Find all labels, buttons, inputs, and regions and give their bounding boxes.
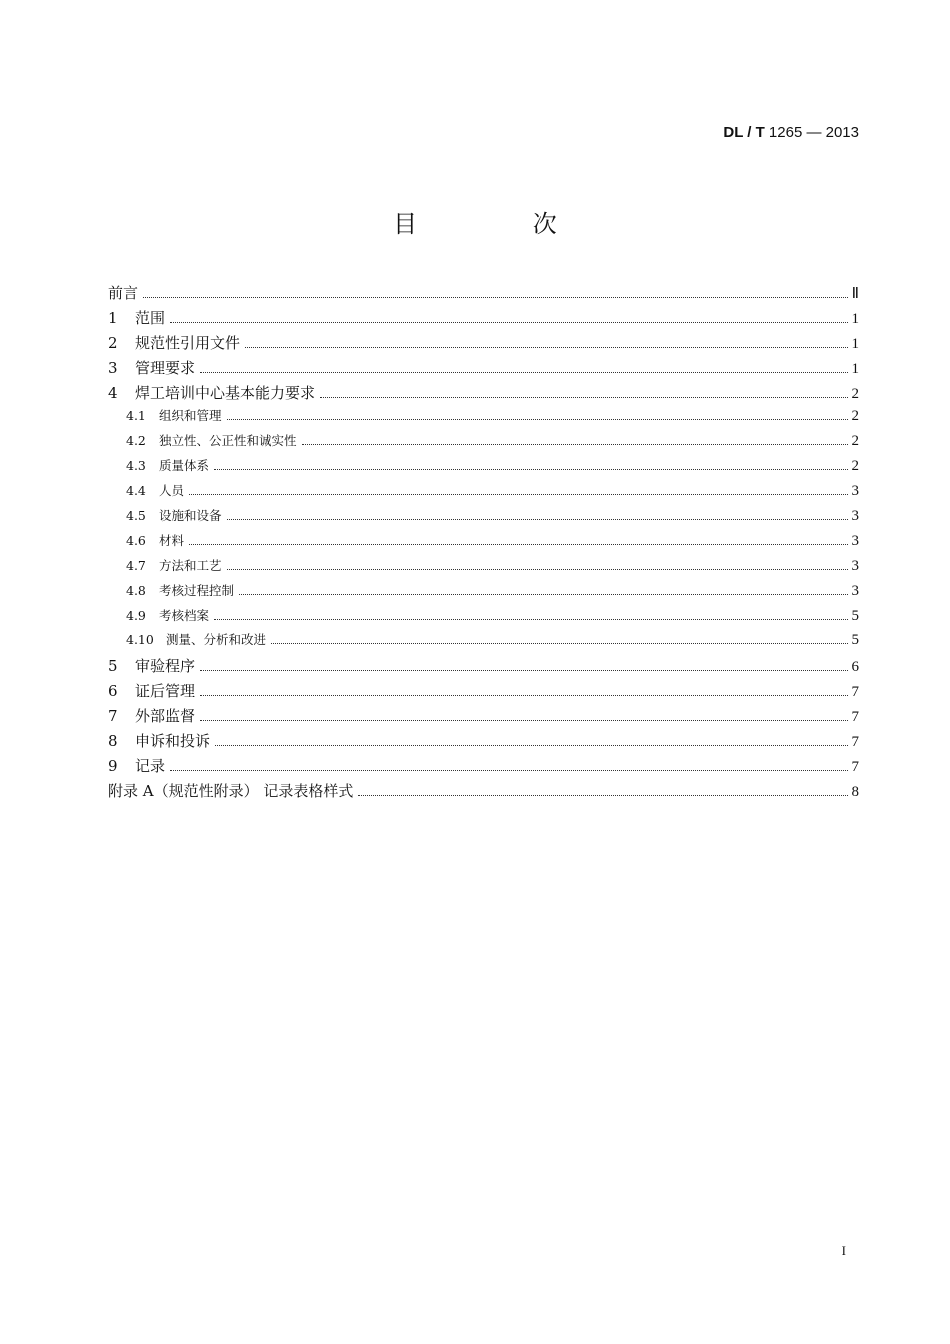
toc-entry-page: 1: [851, 310, 859, 327]
toc-entry-label: 设施和设备: [159, 508, 222, 524]
toc-entry-number: 4.10: [126, 632, 154, 648]
toc-entry-number: 4.9: [126, 607, 146, 623]
toc-entry[interactable]: [108, 531, 859, 556]
toc-leader-dots: [239, 593, 848, 595]
toc-entry-label: 方法和工艺: [159, 557, 222, 573]
toc-entry-label: 附录 A（规范性附录） 记录表格样式: [108, 781, 354, 800]
toc-entry[interactable]: [108, 332, 859, 357]
toc-leader-dots: [200, 371, 848, 373]
table-of-contents: [108, 282, 859, 805]
toc-leader-dots: [214, 618, 848, 620]
toc-leader-dots: [271, 642, 848, 644]
toc-entry[interactable]: [108, 606, 859, 631]
toc-entry[interactable]: [108, 431, 859, 456]
standard-code: [723, 124, 859, 141]
toc-entry-page: 1: [851, 335, 859, 352]
toc-entry-label: 独立性、公正性和诚实性: [159, 433, 297, 449]
toc-leader-dots: [200, 694, 848, 696]
toc-entry-page: 7: [851, 734, 859, 751]
toc-entry-number: 4.6: [126, 532, 146, 548]
toc-entry-number: 4.7: [126, 557, 146, 573]
toc-entry-label: 范围: [135, 308, 166, 327]
toc-entry-label: 申诉和投诉: [135, 732, 211, 751]
toc-entry[interactable]: [108, 307, 859, 332]
toc-entry-number: 8: [108, 732, 118, 751]
standard-number: 1265 — 2013: [768, 124, 859, 141]
toc-entry-number: 4.8: [126, 582, 146, 598]
toc-entry-page: 5: [851, 607, 859, 624]
toc-entry[interactable]: [108, 630, 859, 655]
toc-leader-dots: [227, 568, 848, 570]
toc-leader-dots: [227, 518, 848, 520]
standard-prefix: DL / T: [723, 124, 765, 141]
toc-entry-page: 3: [851, 582, 859, 599]
toc-entry-page: 2: [851, 458, 859, 475]
toc-entry-page: 2: [851, 433, 859, 450]
toc-entry[interactable]: [108, 755, 859, 780]
toc-entry-number: 2: [108, 333, 118, 352]
toc-entry-label: 前言: [108, 284, 139, 302]
toc-entry-number: 4.3: [126, 458, 146, 474]
toc-entry[interactable]: [108, 705, 859, 730]
toc-entry-label: 质量体系: [159, 458, 210, 474]
toc-entry-page: 7: [851, 684, 859, 701]
toc-entry-page: 3: [851, 532, 859, 549]
toc-entry-page: Ⅱ: [851, 286, 859, 302]
toc-entry-label: 测量、分析和改进: [166, 632, 267, 648]
page-number: I: [841, 1243, 846, 1258]
toc-entry-number: 5: [108, 657, 118, 676]
toc-entry[interactable]: [108, 581, 859, 606]
toc-entry-number: 7: [108, 707, 118, 726]
toc-leader-dots: [143, 296, 848, 298]
toc-entry-number: 4.1: [126, 408, 146, 424]
toc-entry-page: 2: [851, 385, 859, 402]
toc-entry-label: 考核过程控制: [159, 582, 235, 598]
toc-entry[interactable]: [108, 382, 859, 407]
toc-entry[interactable]: [108, 456, 859, 481]
toc-leader-dots: [170, 769, 848, 771]
toc-title: 目 次: [393, 210, 611, 238]
toc-leader-dots: [170, 321, 848, 323]
toc-entry-label: 组织和管理: [159, 408, 222, 424]
toc-entry[interactable]: [108, 780, 859, 805]
toc-entry-page: 7: [851, 758, 859, 775]
toc-entry[interactable]: [108, 481, 859, 506]
toc-entry-number: 4: [108, 383, 118, 402]
toc-entry-page: 3: [851, 508, 859, 525]
toc-entry-label: 考核档案: [159, 607, 210, 623]
toc-entry-number: 4.5: [126, 508, 146, 524]
toc-entry-number: 4.4: [126, 483, 146, 499]
toc-entry-number: 1: [108, 308, 118, 327]
toc-leader-dots: [227, 418, 848, 420]
toc-entry-label: 规范性引用文件: [135, 333, 241, 352]
toc-entry-label: 焊工培训中心基本能力要求: [135, 383, 316, 402]
toc-entry[interactable]: [108, 406, 859, 431]
toc-entry-label: 管理要求: [135, 358, 196, 377]
toc-entry-number: 9: [108, 756, 118, 775]
toc-entry-page: 5: [851, 632, 859, 649]
toc-leader-dots: [245, 346, 848, 348]
toc-entry-number: 4.2: [126, 433, 146, 449]
toc-leader-dots: [215, 744, 848, 746]
toc-entry[interactable]: [108, 282, 859, 307]
toc-entry-number: 3: [108, 358, 118, 377]
toc-entry-page: 1: [851, 360, 859, 377]
toc-entry-page: 7: [851, 709, 859, 726]
toc-leader-dots: [189, 493, 848, 495]
toc-leader-dots: [320, 396, 848, 398]
toc-entry-label: 记录: [135, 756, 166, 775]
toc-entry-label: 材料: [159, 532, 185, 548]
toc-leader-dots: [189, 543, 848, 545]
toc-entry-label: 外部监督: [135, 707, 196, 726]
toc-entry-page: 3: [851, 557, 859, 574]
toc-entry[interactable]: [108, 655, 859, 680]
toc-leader-dots: [200, 669, 848, 671]
toc-entry-page: 6: [851, 659, 859, 676]
toc-leader-dots: [358, 794, 848, 796]
toc-leader-dots: [302, 443, 848, 445]
toc-entry[interactable]: [108, 506, 859, 531]
toc-entry-label: 审验程序: [135, 657, 196, 676]
toc-entry-label: 人员: [159, 483, 185, 499]
toc-entry-label: 证后管理: [135, 682, 196, 701]
toc-entry[interactable]: [108, 730, 859, 755]
toc-entry-number: 6: [108, 682, 118, 701]
toc-leader-dots: [200, 719, 848, 721]
toc-entry[interactable]: [108, 556, 859, 581]
toc-entry-page: 8: [851, 783, 859, 800]
toc-entry-page: 2: [851, 408, 859, 425]
toc-entry[interactable]: [108, 680, 859, 705]
toc-entry[interactable]: [108, 357, 859, 382]
toc-entry-page: 3: [851, 483, 859, 500]
toc-leader-dots: [214, 468, 848, 470]
